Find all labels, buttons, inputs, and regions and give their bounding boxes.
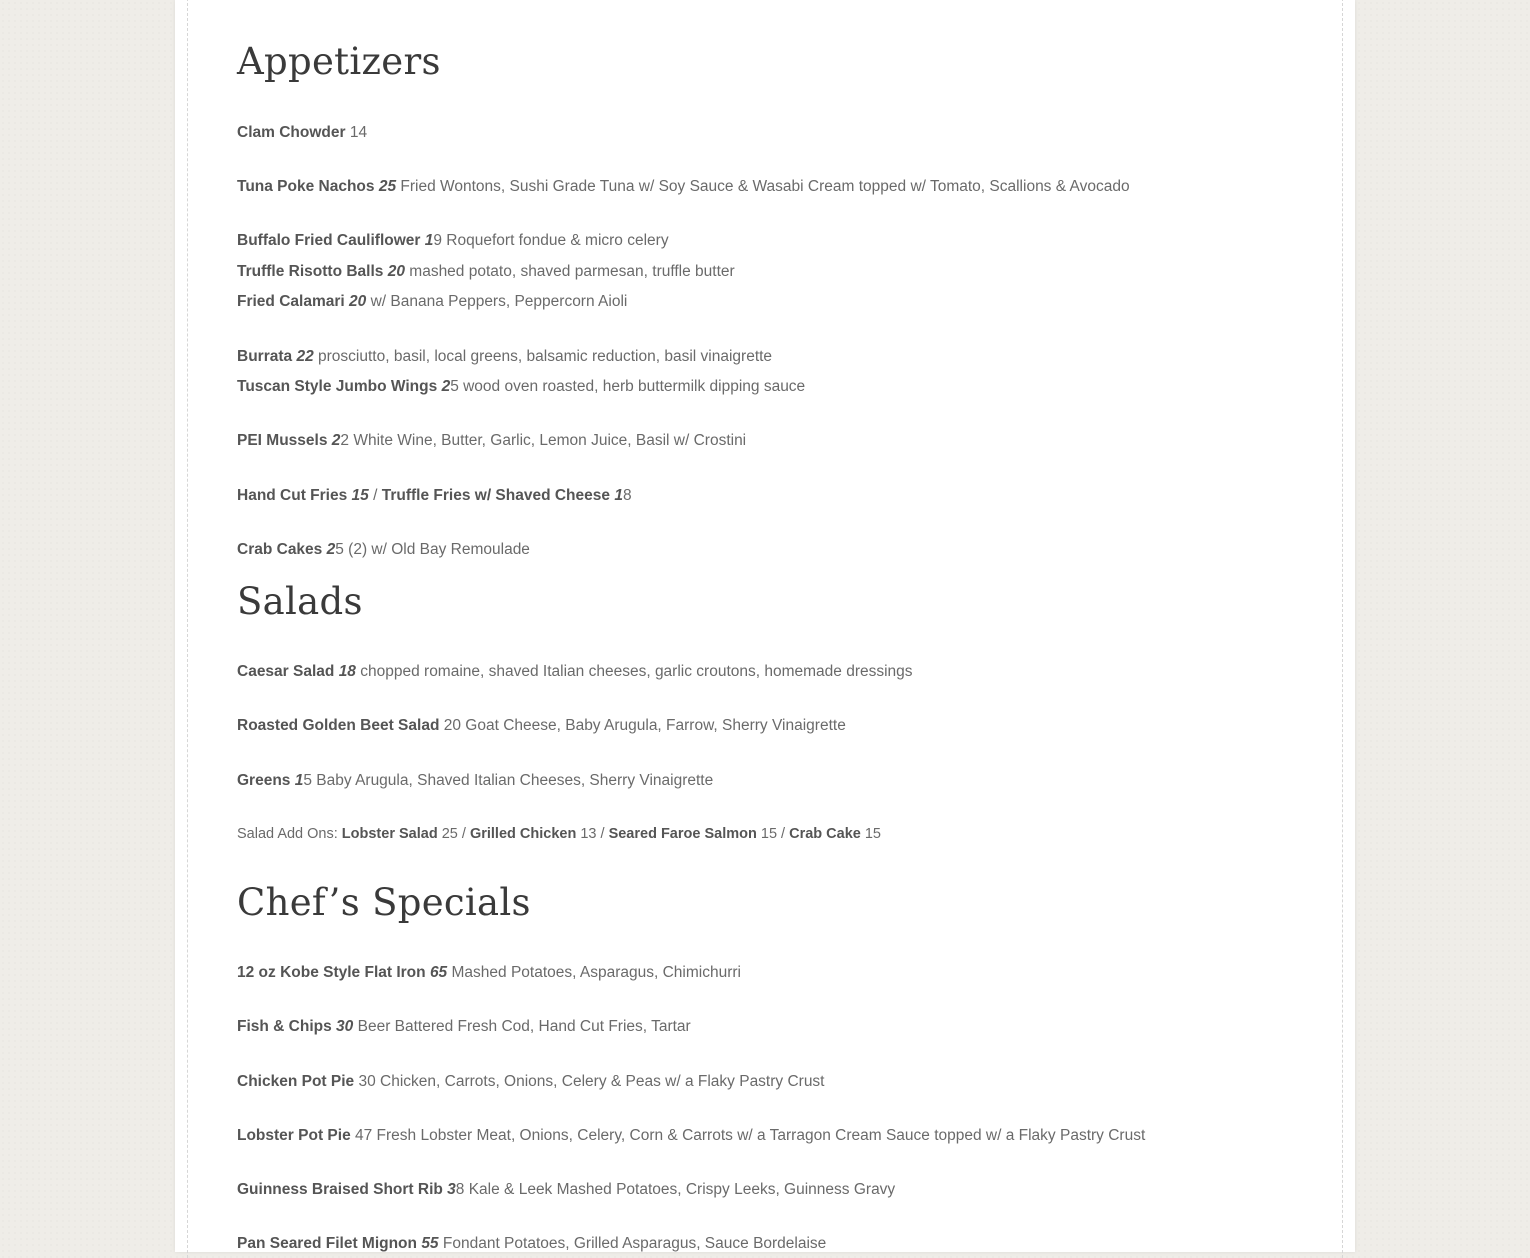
item-name: Hand Cut Fries xyxy=(237,487,348,504)
item-name: Crab Cakes xyxy=(237,541,323,558)
item-price: 1 xyxy=(294,772,304,789)
add-on-grilled-chicken: Grilled Chicken xyxy=(469,826,577,842)
item-price: 1 xyxy=(424,232,434,249)
appetizers-heading: Appetizers xyxy=(237,40,441,83)
menu-item-clam-chowder xyxy=(237,123,367,143)
item-description: 9 Roquefort fondue & micro celery xyxy=(433,232,669,249)
menu-item-tuscan-wings xyxy=(237,377,805,397)
menu-item-kobe-flat-iron xyxy=(237,963,741,983)
item-description: Beer Battered Fresh Cod, Hand Cut Fries, Tartar xyxy=(357,1018,691,1035)
item-price-2: 1 xyxy=(614,487,623,504)
menu-item-golden-beet-salad xyxy=(237,716,846,736)
item-price: 15 xyxy=(351,487,369,504)
item-name: Burrata xyxy=(237,348,293,365)
item-price: 20 xyxy=(349,293,367,310)
item-description: 5 Baby Arugula, Shaved Italian Cheeses, Sherry Vinaigrette xyxy=(303,772,714,789)
add-on-crab-cake: Crab Cake xyxy=(789,826,861,842)
item-price: 65 xyxy=(429,964,448,981)
item-name: 12 oz Kobe Style Flat Iron xyxy=(237,964,426,981)
item-name: PEI Mussels xyxy=(237,432,328,449)
menu-item-fried-calamari xyxy=(237,292,627,312)
item-name: Truffle Risotto Balls xyxy=(237,263,384,280)
add-on-price: 15 xyxy=(864,826,881,842)
menu-item-lobster-pot-pie xyxy=(237,1126,1145,1146)
menu-item-filet-mignon xyxy=(237,1234,826,1254)
item-description: Mashed Potatoes, Asparagus, Chimichurri xyxy=(451,964,741,981)
item-price: 2 xyxy=(326,541,336,558)
item-name: Pan Seared Filet Mignon xyxy=(237,1235,417,1252)
item-description: 20 Goat Cheese, Baby Arugula, Farrow, Sherry Vinaigrette xyxy=(443,717,846,734)
item-description: chopped romaine, shaved Italian cheeses, garlic croutons, homemade dressings xyxy=(360,663,913,680)
add-on-seared-salmon: Seared Faroe Salmon xyxy=(608,826,757,842)
menu-page xyxy=(175,0,1355,1252)
chefs-specials-heading: Chef’s Specials xyxy=(237,881,531,924)
item-name: Fried Calamari xyxy=(237,293,345,310)
item-name: Greens xyxy=(237,772,291,789)
item-description: mashed potato, shaved parmesan, truffle butter xyxy=(409,263,735,280)
menu-item-fish-and-chips xyxy=(237,1017,691,1037)
add-on-price: 15 / xyxy=(760,826,786,842)
item-price: 3 xyxy=(447,1181,456,1198)
item-separator: / xyxy=(373,487,378,504)
item-description: 5 (2) w/ Old Bay Remoulade xyxy=(335,541,530,558)
add-on-price: 25 / xyxy=(441,826,466,842)
item-price: 2 xyxy=(331,432,341,449)
menu-item-truffle-risotto-balls xyxy=(237,262,735,282)
menu-item-short-rib xyxy=(237,1180,895,1200)
add-on-lobster-salad: Lobster Salad xyxy=(341,826,438,842)
menu-item-burrata xyxy=(237,347,772,367)
item-price: 25 xyxy=(378,178,397,195)
menu-item-pei-mussels xyxy=(237,431,746,451)
menu-item-greens xyxy=(237,771,713,791)
item-price: 2 xyxy=(441,378,451,395)
item-price-2-rest: 8 xyxy=(622,487,632,504)
item-name: Buffalo Fried Cauliflower xyxy=(237,232,421,249)
item-description: 8 Kale & Leek Mashed Potatoes, Crispy Leeks, Guinness Gravy xyxy=(455,1181,896,1198)
add-ons-label: Salad Add Ons: xyxy=(237,826,338,842)
item-description: 30 Chicken, Carrots, Onions, Celery & Peas w/ a Flaky Pastry Crust xyxy=(358,1073,825,1090)
item-price: 20 xyxy=(387,263,405,280)
item-price: 30 xyxy=(336,1018,354,1035)
item-description: w/ Banana Peppers, Peppercorn Aioli xyxy=(370,293,628,310)
item-price: 14 xyxy=(349,124,368,141)
item-description: 5 wood oven roasted, herb buttermilk dipping sauce xyxy=(450,378,806,395)
item-description: Fondant Potatoes, Grilled Asparagus, Sauce Bordelaise xyxy=(442,1235,827,1252)
item-price: 55 xyxy=(421,1235,439,1252)
item-name: Guinness Braised Short Rib xyxy=(237,1181,443,1198)
item-name: Tuna Poke Nachos xyxy=(237,178,375,195)
item-description: prosciutto, basil, local greens, balsamic reduction, basil vinaigrette xyxy=(318,348,773,365)
item-name: Caesar Salad xyxy=(237,663,335,680)
item-name: Fish & Chips xyxy=(237,1018,332,1035)
item-name: Roasted Golden Beet Salad xyxy=(237,717,440,734)
menu-item-tuna-poke-nachos xyxy=(237,177,1130,197)
item-price: 18 xyxy=(338,663,356,680)
salads-heading: Salads xyxy=(237,580,363,623)
item-name: Clam Chowder xyxy=(237,124,346,141)
item-name-2: Truffle Fries w/ Shaved Cheese xyxy=(381,487,611,504)
item-description: Fried Wontons, Sushi Grade Tuna w/ Soy Sauce & Wasabi Cream topped w/ Tomato, Scallions & Avocado xyxy=(400,178,1130,195)
item-description: 47 Fresh Lobster Meat, Onions, Celery, Corn & Carrots w/ a Tarragon Cream Sauce topped w/ a Flaky Pastry Crust xyxy=(355,1127,1146,1144)
item-name: Lobster Pot Pie xyxy=(237,1127,351,1144)
item-price: 22 xyxy=(296,348,314,365)
menu-item-chicken-pot-pie xyxy=(237,1072,825,1092)
add-on-price: 13 / xyxy=(580,826,605,842)
menu-item-buffalo-cauliflower xyxy=(237,231,669,251)
item-description: 2 White Wine, Butter, Garlic, Lemon Juice, Basil w/ Crostini xyxy=(340,432,747,449)
salad-add-ons xyxy=(237,824,881,844)
item-name: Chicken Pot Pie xyxy=(237,1073,355,1090)
menu-item-fries xyxy=(237,486,632,506)
menu-item-crab-cakes xyxy=(237,540,530,560)
menu-item-caesar-salad xyxy=(237,662,913,682)
item-name: Tuscan Style Jumbo Wings xyxy=(237,378,438,395)
